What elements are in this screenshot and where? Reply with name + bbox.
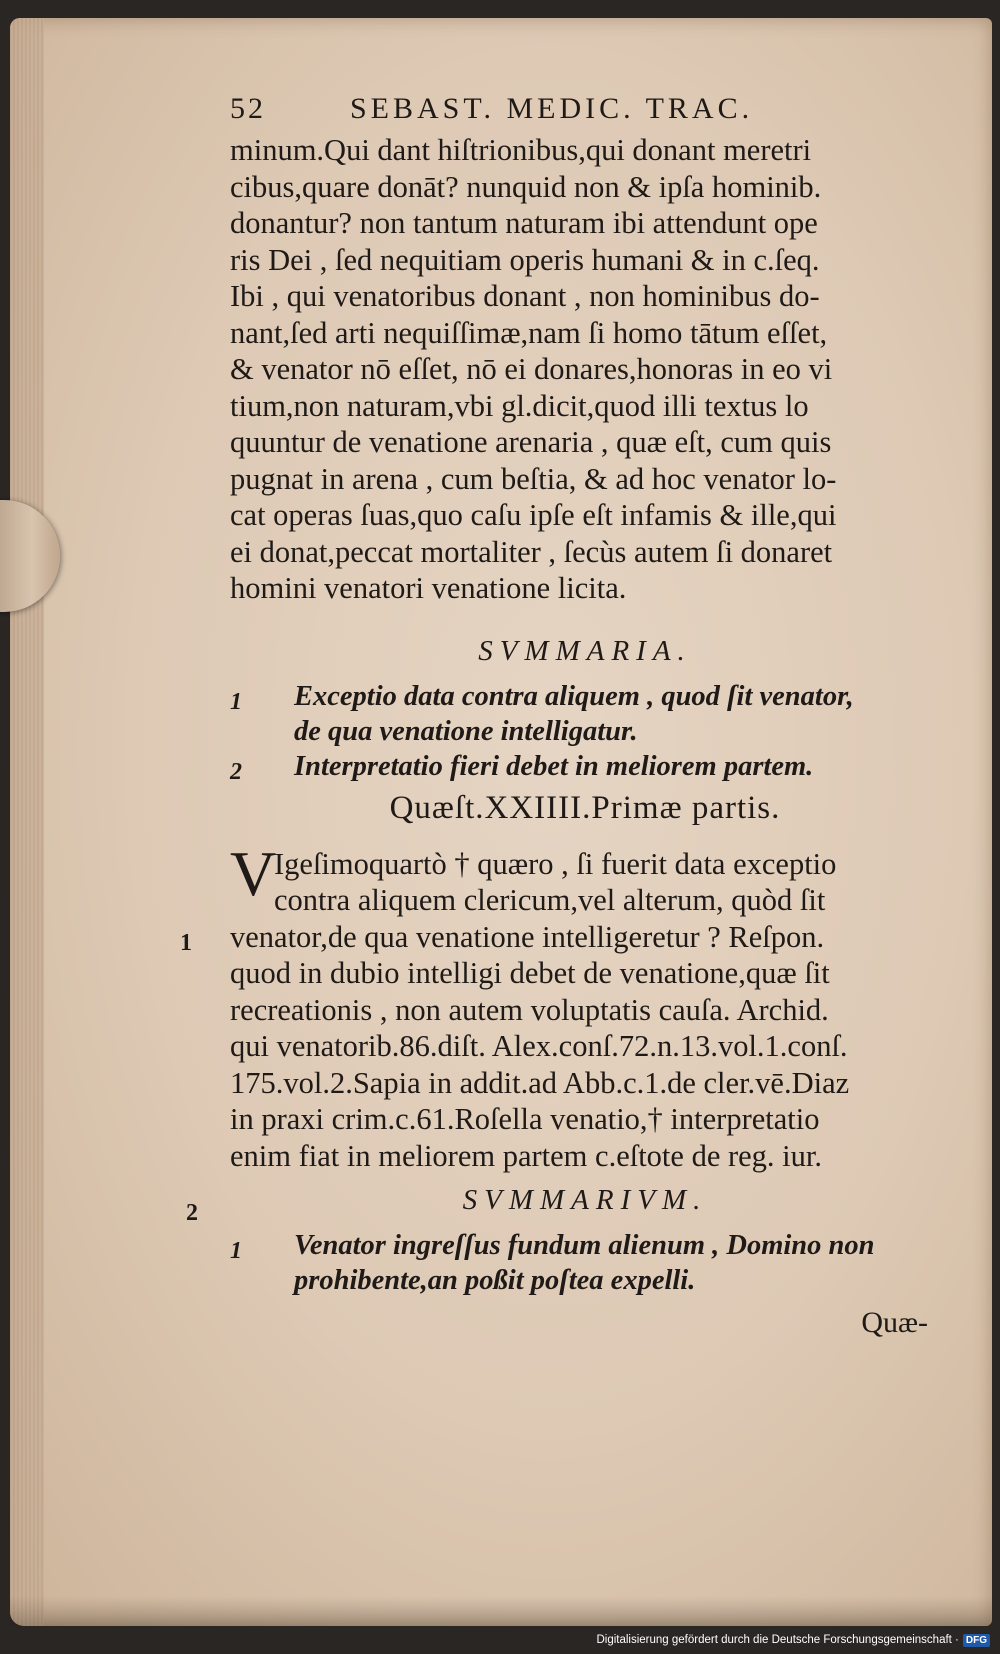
dfg-logo-icon: DFG bbox=[963, 1634, 990, 1647]
question-line: recreationis , non autem voluptatis cauſa. Archid. bbox=[230, 992, 829, 1027]
question-line: enim fiat in meliorem partem c.eſtote de reg. iur. bbox=[230, 1138, 822, 1173]
credit-text: Digitalisierung gefördert durch die Deutsche Forschungsgemeinschaft · bbox=[596, 1634, 959, 1646]
question-line: venator,de qua venatione intelligeretur ? Reſpon. bbox=[230, 919, 825, 954]
question-line: 175.vol.2.Sapia in addit.ad Abb.c.1.de cler.vē.Diaz bbox=[230, 1065, 850, 1100]
catchword: Quæ- bbox=[861, 1306, 928, 1339]
page-number: 52 bbox=[230, 92, 266, 125]
question-heading: Quæſt.XXIIII.Primæ partis. bbox=[389, 789, 781, 826]
body-line: cat operas ſuas,quo caſu ipſe eſt infamis & ille,qui bbox=[230, 498, 837, 532]
body-paragraph bbox=[230, 132, 940, 607]
page-edges bbox=[10, 18, 44, 1626]
body-line: nant,ſed arti nequiſſimæ,nam ſi homo tātum eſſet, bbox=[230, 315, 828, 350]
question-line: Igeſimoquartò † quæro , ſi fuerit data exceptio bbox=[274, 846, 837, 881]
summary-line: Interpretatio fieri debet in meliorem partem. bbox=[294, 750, 814, 782]
drop-cap: V bbox=[230, 837, 277, 909]
question-body bbox=[230, 837, 940, 1175]
question-line: in praxi crim.c.61.Roſella venatio,† interpretatio bbox=[230, 1102, 820, 1136]
summaria-label: SVMMARIA. bbox=[478, 634, 692, 667]
body-line: pugnat in arena , cum beſtia, & ad hoc venator lo- bbox=[230, 461, 837, 496]
body-line: ei donat,peccat mortaliter , ſecùs autem ſi donaret bbox=[230, 534, 833, 569]
summary-line: Venator ingreſſus fundum alienum , Domino non bbox=[294, 1230, 875, 1261]
body-line: donantur? non tantum naturam ibi attendunt ope bbox=[230, 206, 818, 240]
body-line: cibus,quare donāt? nunquid non & ipſa hominib. bbox=[230, 169, 822, 204]
question-line: quod in dubio intelligi debet de venatione,quæ ſit bbox=[230, 956, 830, 990]
summary-line: Exceptio data contra aliquem , quod ſit venator, bbox=[294, 680, 854, 712]
digitization-credit bbox=[596, 1630, 990, 1650]
body-line: quuntur de venatione arenaria , quæ eſt, cum quis bbox=[230, 425, 832, 459]
summarium-label: SVMMARIVM. bbox=[462, 1184, 708, 1216]
summary-line: de qua venatione intelligatur. bbox=[294, 715, 638, 747]
body-line: ris Dei , ſed nequitiam operis humani & in c.ſeq. bbox=[230, 242, 820, 277]
summary-number: 1 bbox=[230, 1238, 242, 1264]
body-line: homini venatori venatione licita. bbox=[230, 571, 627, 605]
summary-item bbox=[230, 679, 940, 749]
margin-note-1: 1 bbox=[180, 930, 192, 956]
summary-number: 1 bbox=[230, 688, 242, 715]
question-line: qui venatorib.86.diſt. Alex.conſ.72.n.13.vol.1.conſ. bbox=[230, 1029, 848, 1063]
summary-number: 2 bbox=[230, 758, 242, 785]
running-head bbox=[230, 92, 940, 132]
summary-item bbox=[230, 1228, 940, 1298]
page-shadow bbox=[10, 1596, 992, 1626]
body-line: Ibi , qui venatoribus donant , non hominibus do- bbox=[230, 279, 820, 313]
margin-note-2: 2 bbox=[186, 1200, 198, 1226]
body-line: minum.Qui dant hiſtrionibus,qui donant meretri bbox=[230, 133, 812, 167]
summary-line: prohibente,an poßit poſtea expelli. bbox=[294, 1265, 696, 1296]
summary-item bbox=[230, 749, 940, 784]
question-line: contra aliquem clericum,vel alterum, quòd ſit bbox=[274, 883, 826, 917]
text-block bbox=[230, 92, 940, 1340]
body-line: tium,non naturam,vbi gl.dicit,quod illi textus lo bbox=[230, 388, 809, 423]
body-line: & venator nō eſſet, nō ei donares,honoras in eo vi bbox=[230, 352, 833, 386]
running-title: SEBAST. MEDIC. TRAC. bbox=[350, 92, 754, 125]
